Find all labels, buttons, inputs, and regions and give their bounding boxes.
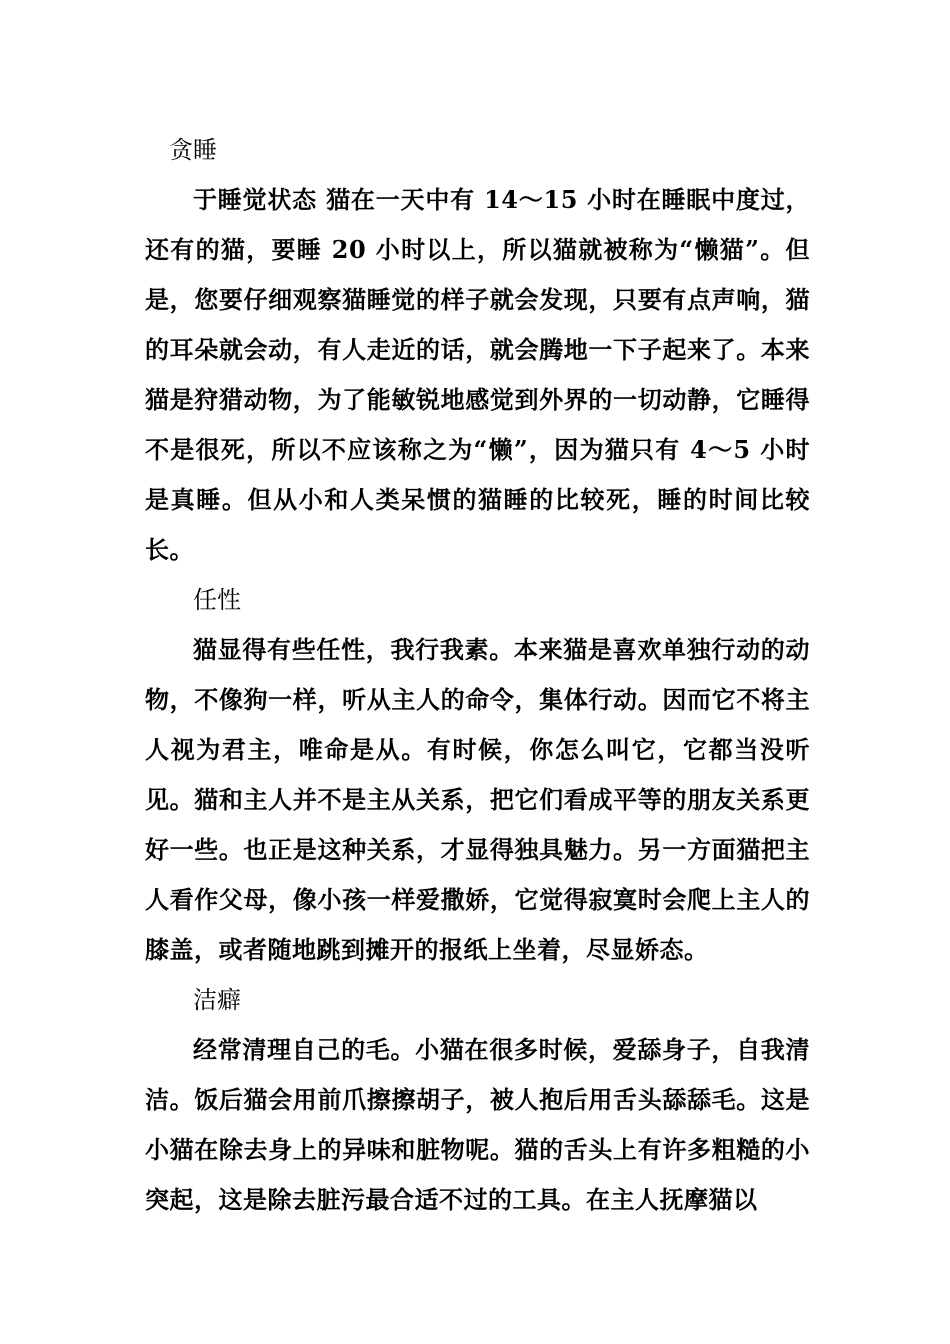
section-paragraph-willful: 猫显得有些任性，我行我素。本来猫是喜欢单独行动的动物，不像狗一样，听从主人的命令，集体行动。因而它不将主人视为君主，唯命是从。有时候，你怎么叫它，它都当没听见。猫和主人并不是主从关系，把它们看成平等的朋友关系更好一些。也正是这种关系，才显得独具魅力。另一方面猫把主人看作父母，像小孩一样爱撒娇，它觉得寂寞时会爬上主人的膝盖，或者随地跳到摊开的报纸上坐着，尽显娇态。 [145, 635, 810, 964]
section-heading-cleanliness: 洁癖 [193, 986, 241, 1014]
document-body [145, 125, 810, 1225]
section-heading-sleep: 贪睡 [169, 136, 217, 164]
section-heading-willful: 任性 [193, 586, 241, 614]
section-paragraph-cleanliness: 经常清理自己的毛。小猫在很多时候，爱舔身子，自我清洁。饭后猫会用前爪擦擦胡子，被人抱后用舌头舔舔毛。这是小猫在除去身上的异味和脏物呢。猫的舌头上有许多粗糙的小突起，这是除去脏污最合适不过的工具。在主人抚摩猫以 [145, 1035, 810, 1214]
section-paragraph-sleep: 于睡觉状态 猫在一天中有 14～15 小时在睡眠中度过，还有的猫，要睡 20 小时以上，所以猫就被称为“懒猫”。但是，您要仔细观察猫睡觉的样子就会发现，只要有点声响，猫的耳朵就会动，有人走近的话，就会腾地一下子起来了。本来猫是狩猎动物，为了能敏锐地感觉到外界的一切动静，它睡得不是很死，所以不应该称之为“懒”，因为猫只有 4～5 小时是真睡。但从小和人类呆惯的猫睡的比较死，睡的时间比较长。 [145, 185, 810, 564]
